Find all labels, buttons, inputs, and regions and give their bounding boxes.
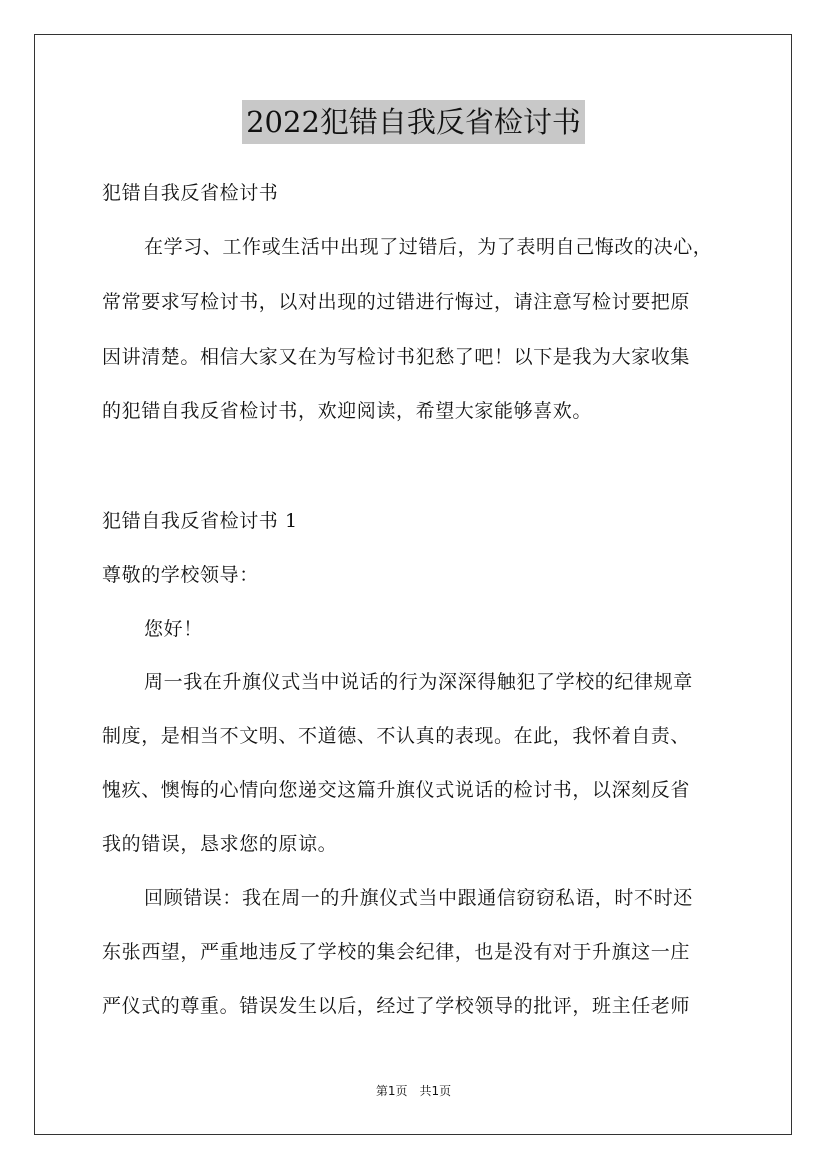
paragraph-line: 回顾错误：我在周一的升旗仪式当中跟通信窃窃私语，时不时还 (144, 887, 693, 909)
greeting: 您好！ (144, 618, 203, 640)
intro-line: 在学习、工作或生活中出现了过错后，为了表明自己悔改的决心， (144, 236, 713, 258)
intro-line: 因讲清楚。相信大家又在为写检讨书犯愁了吧！以下是我为大家收集 (102, 346, 691, 368)
title-container (0, 100, 827, 144)
paragraph-line: 愧疚、懊悔的心情向您递交这篇升旗仪式说话的检讨书，以深刻反省 (102, 779, 691, 801)
paragraph-line: 严仪式的尊重。错误发生以后，经过了学校领导的批评，班主任老师 (102, 995, 691, 1017)
intro-line: 常常要求写检讨书，以对出现的过错进行悔过，请注意写检讨要把原 (102, 291, 691, 313)
subtitle: 犯错自我反省检讨书 (102, 182, 279, 204)
page-footer: 第1页 共1页 (375, 1084, 452, 1098)
section-heading: 犯错自我反省检讨书 1 (102, 510, 298, 532)
intro-line: 的犯错自我反省检讨书，欢迎阅读，希望大家能够喜欢。 (102, 400, 593, 422)
paragraph-line: 周一我在升旗仪式当中说话的行为深深得触犯了学校的纪律规章 (144, 671, 693, 693)
salutation: 尊敬的学校领导： (102, 564, 259, 586)
document-title: 2022犯错自我反省检讨书 (242, 100, 585, 144)
paragraph-line: 制度，是相当不文明、不道德、不认真的表现。在此，我怀着自责、 (102, 725, 691, 747)
paragraph-line: 我的错误，恳求您的原谅。 (102, 833, 338, 855)
paragraph-line: 东张西望，严重地违反了学校的集会纪律，也是没有对于升旗这一庄 (102, 941, 691, 963)
